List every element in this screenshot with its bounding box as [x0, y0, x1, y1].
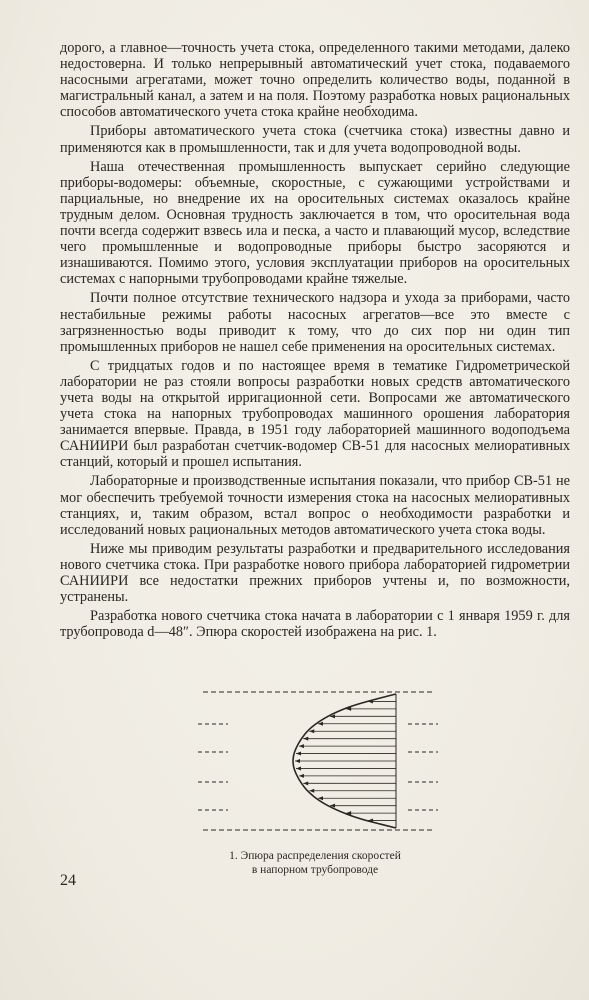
velocity-arrowhead-7 [299, 744, 304, 748]
figure-caption [190, 849, 440, 877]
body-text [60, 40, 570, 643]
figure-drawing [198, 692, 438, 830]
velocity-arrowhead-12 [303, 781, 308, 785]
figure-caption-line-1: 1. Эпюра распределения скоростей [229, 850, 401, 862]
paragraph-5: С тридцатых годов и по настоящее время в тематике Гидрометрической лаборатории не раз стояли вопросы разработки новых средств автоматического учета воды на открытой ирригационной сети. Вопросами же автоматического учета стока на напорных трубопроводах машинного орошения лаборатория занимается впервые. Правда, в 1951 году лабораторией машинного водоподъема САНИИРИ был разработан счетчик-водомер СВ-51 для насосных мелиоративных станций, который и прошел испытания. [60, 357, 570, 471]
paragraph-6: Лабораторные и производственные испытания показали, что прибор СВ-51 не мог обеспечить требуемой точности измерения стока на насосных мелиоративных станциях, и, таким образом, встал вопрос о необходимости разработки и исследований новых рациональных методов автоматического учета стока воды. [60, 473, 570, 538]
paragraph-3: Наша отечественная промышленность выпускает серийно следующие приборы-водомеры: объемные, скоростные, с сужающими устройствами и парциальные, но внедрение их на оросительных системах оказалось крайне трудным делом. Основная трудность заключается в том, что оросительная вода почти всегда содержит взвесь ила и песка, а часто и плавающий мусор, вследствие чего промышленные и водопроводные приборы быстро засоряются и изнашиваются. Помимо этого, условия эксплуатации приборов на оросительных системах с напорными трубопроводами крайне тяжелые. [60, 158, 570, 288]
velocity-arrowhead-10 [296, 766, 301, 770]
velocity-arrowhead-6 [303, 737, 308, 741]
figure-caption-line-2: в напорном трубопроводе [251, 864, 379, 876]
page-number: 24 [60, 872, 76, 889]
paragraph-4: Почти полное отсутствие технического надзора и ухода за приборами, часто нестабильные режимы работы насосных агрегатов—все это вместе с загрязненностью воды приводит к тому, что до сих пор ни один тип промышленных приборов не нашел себе применения на оросительных системах. [60, 290, 570, 355]
velocity-arrowhead-9 [295, 759, 300, 763]
velocity-arrowhead-11 [299, 774, 304, 778]
paragraph-7: Ниже мы приводим результаты разработки и предварительного исследования нового счетчика стока. При разработке нового прибора лабораторией гидрометрии САНИИРИ все недостатки прежних приборов учтены и, по возможности, устранены. [60, 540, 570, 606]
paragraph-8: Разработка нового счетчика стока начата в лаборатории с 1 января 1959 г. для трубопровода d—48″. Эпюра скоростей изображена на рис. 1. [60, 608, 570, 641]
velocity-profile-figure [198, 682, 438, 842]
paragraph-1: дорого, а главное—точность учета стока, определенного такими методами, далеко недостоверна. И только непрерывный автоматический учет стока, подаваемого насосными агрегатами, может точно определить количество воды, поданной в магистральный канал, а затем и на поля. Поэтому разработка новых рациональных способов автоматического учета стока крайне необходима. [60, 40, 570, 121]
paragraph-2: Приборы автоматического учета стока (счетчика стока) известны давно и применяются как в промышленности, так и для учета водопроводной воды. [60, 123, 570, 156]
velocity-arrowhead-8 [296, 752, 301, 756]
